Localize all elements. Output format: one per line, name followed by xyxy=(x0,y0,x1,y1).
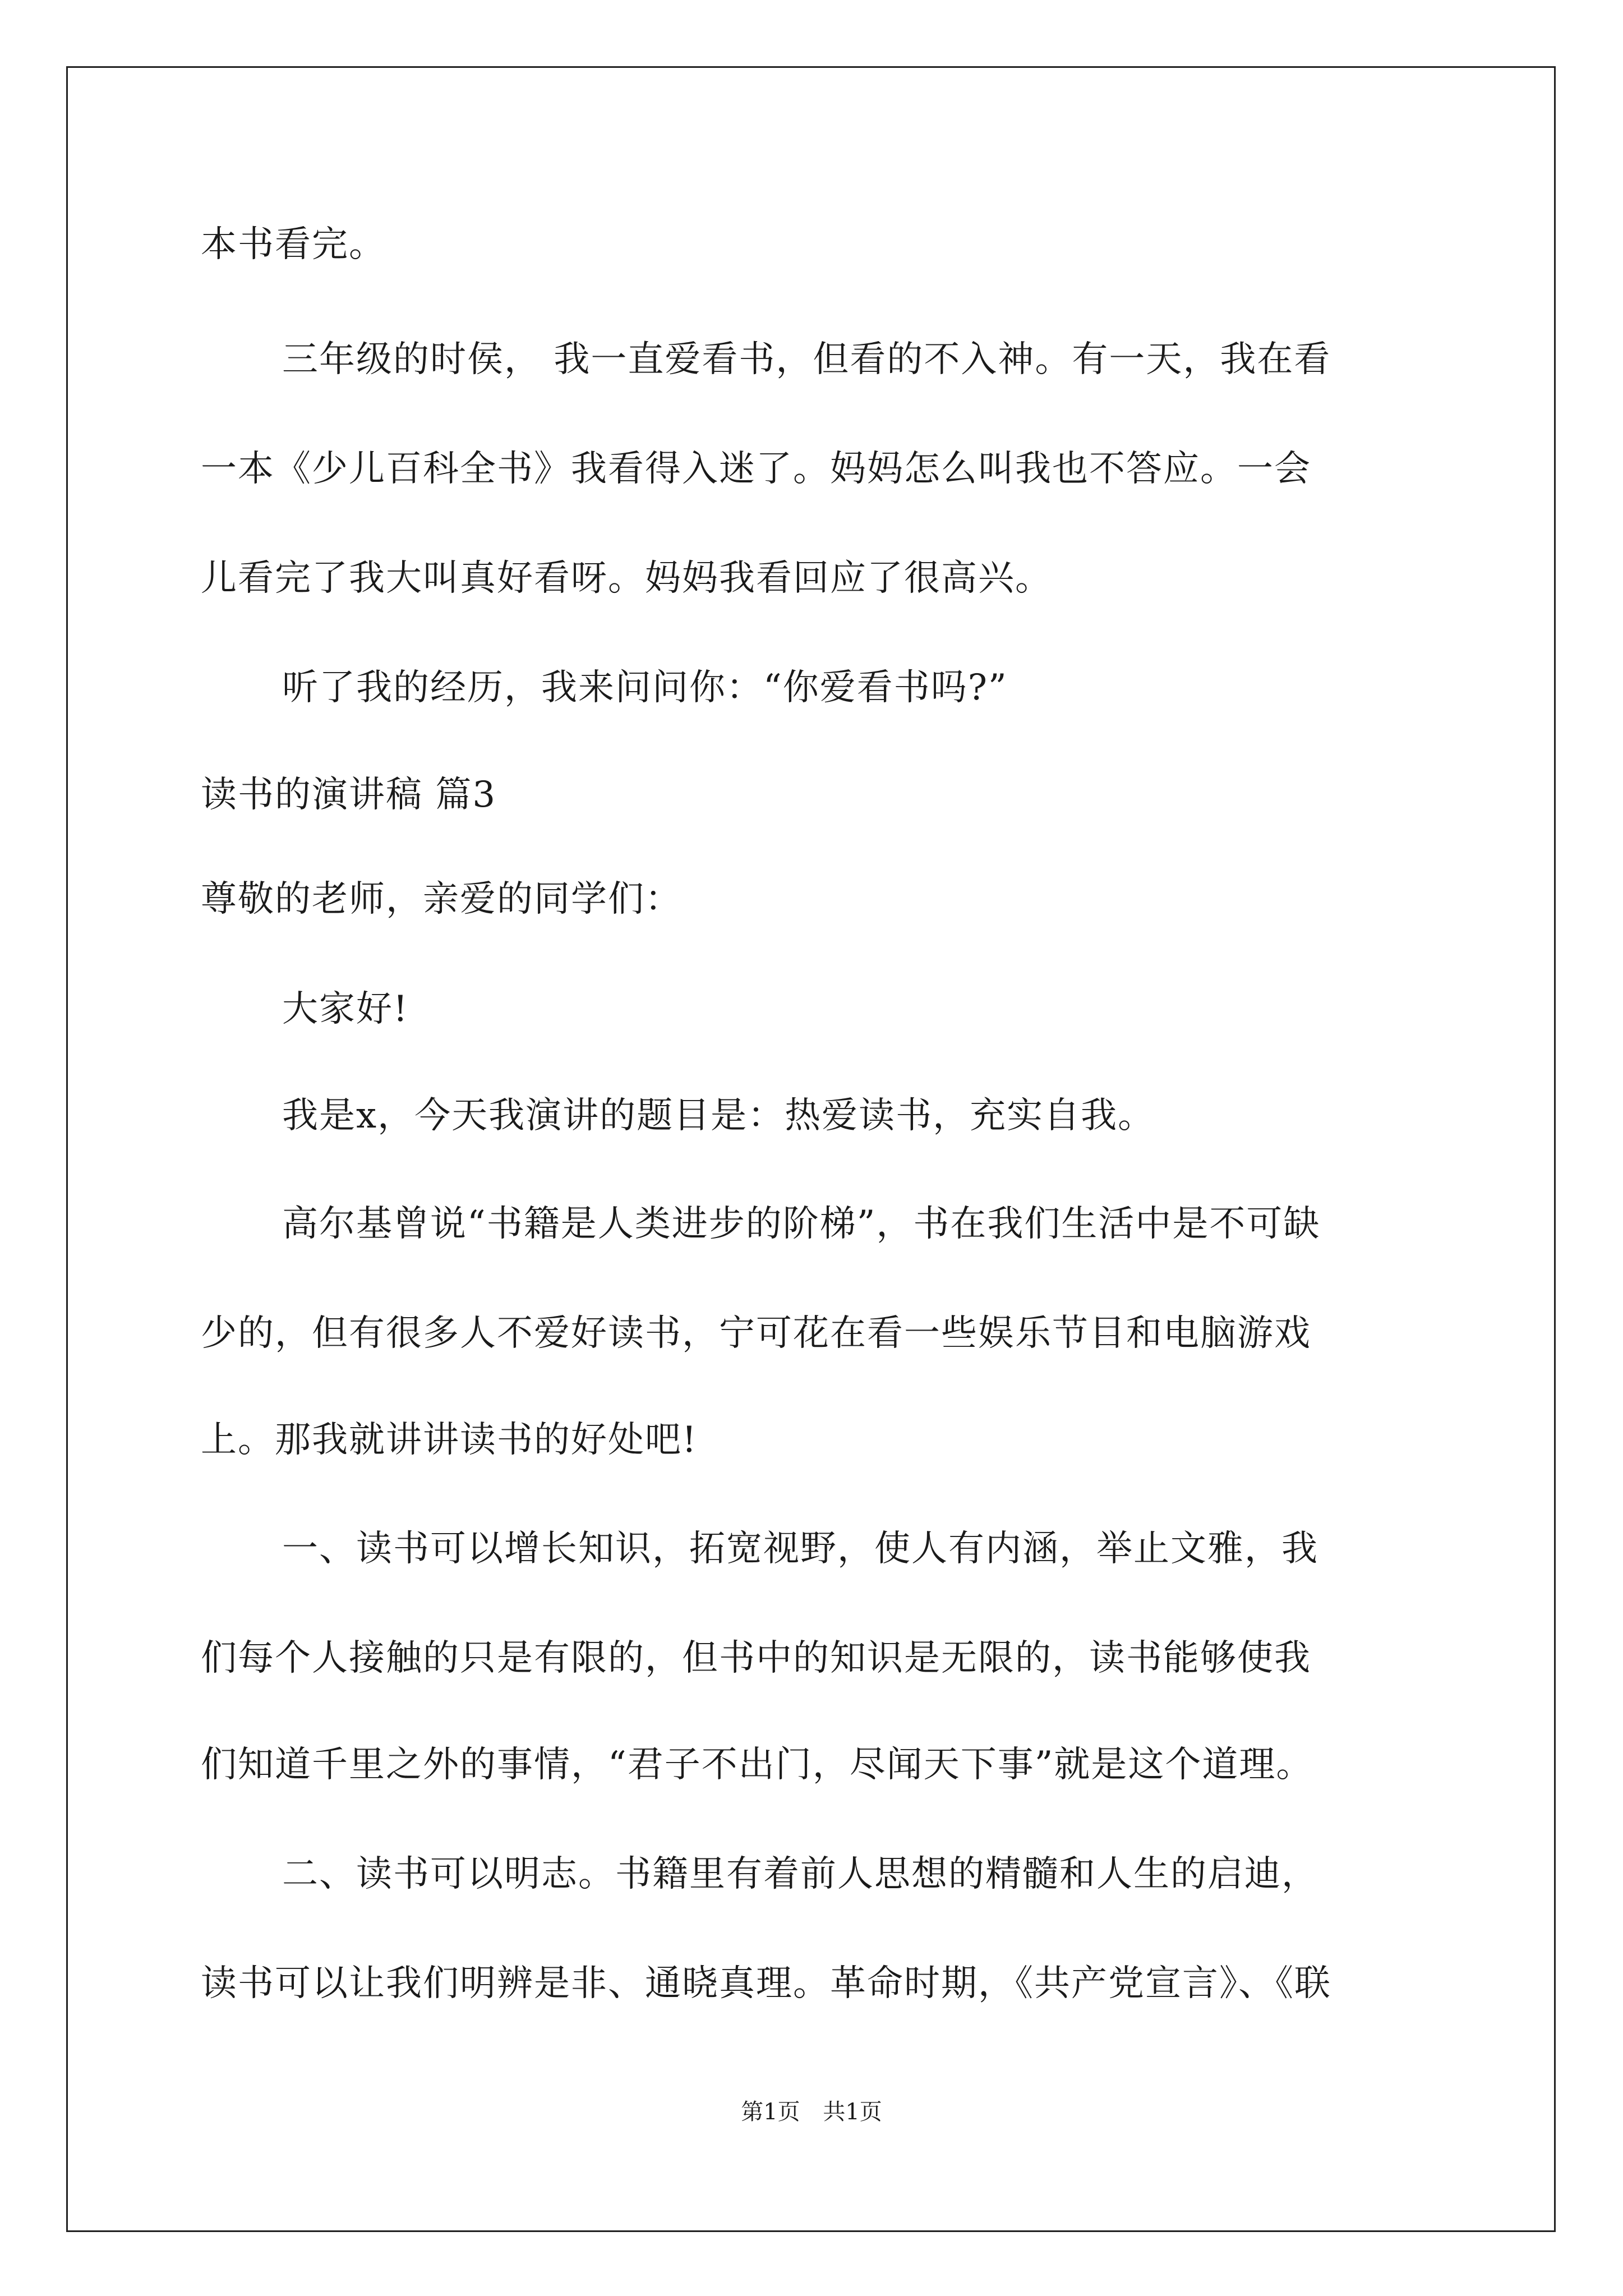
page-number: 第1页 xyxy=(741,2099,800,2125)
text-line: 儿看完了我大叫真好看呀。妈妈我看回应了很高兴。 xyxy=(201,558,1052,599)
page-border xyxy=(66,66,1556,2232)
salutation: 尊敬的老师，亲爱的同学们： xyxy=(201,878,682,920)
text-line: 我是x，今天我演讲的题目是：热爱读书，充实自我。 xyxy=(282,1095,1155,1137)
text-line: 们每个人接触的只是有限的，但书中的知识是无限的，读书能够使我 xyxy=(201,1637,1311,1679)
text-line: 一、读书可以增长知识，拓宽视野，使人有内涵，举止文雅，我 xyxy=(282,1528,1318,1570)
text-line: 本书看完。 xyxy=(201,224,386,265)
page-total: 共1页 xyxy=(823,2099,882,2125)
text-line: 上。那我就讲讲读书的好处吧! xyxy=(201,1419,698,1461)
greeting: 大家好! xyxy=(282,988,409,1030)
page-footer xyxy=(0,2098,1623,2126)
text-line: 三年级的时侯， 我一直爱看书，但看的不入神。有一天，我在看 xyxy=(282,339,1331,380)
text-line: 二、读书可以明志。书籍里有着前人思想的精髓和人生的启迪， xyxy=(282,1853,1318,1895)
text-line: 们知道千里之外的事情，“君子不出门，尽闻天下事”就是这个道理。 xyxy=(201,1744,1313,1786)
text-line: 听了我的经历，我来问问你：“你爱看书吗?” xyxy=(282,667,1008,708)
section-heading: 读书的演讲稿 篇3 xyxy=(201,774,497,816)
text-line: 少的，但有很多人不爱好读书，宁可花在看一些娱乐节目和电脑游戏 xyxy=(201,1313,1311,1354)
text-line: 一本《少儿百科全书》我看得入迷了。妈妈怎么叫我也不答应。一会 xyxy=(201,448,1311,490)
text-line: 读书可以让我们明辨是非、通晓真理。革命时期，《共产党宣言》、《联 xyxy=(201,1963,1331,2004)
text-line: 高尔基曾说“书籍是人类进步的阶梯”，书在我们生活中是不可缺 xyxy=(282,1203,1321,1245)
